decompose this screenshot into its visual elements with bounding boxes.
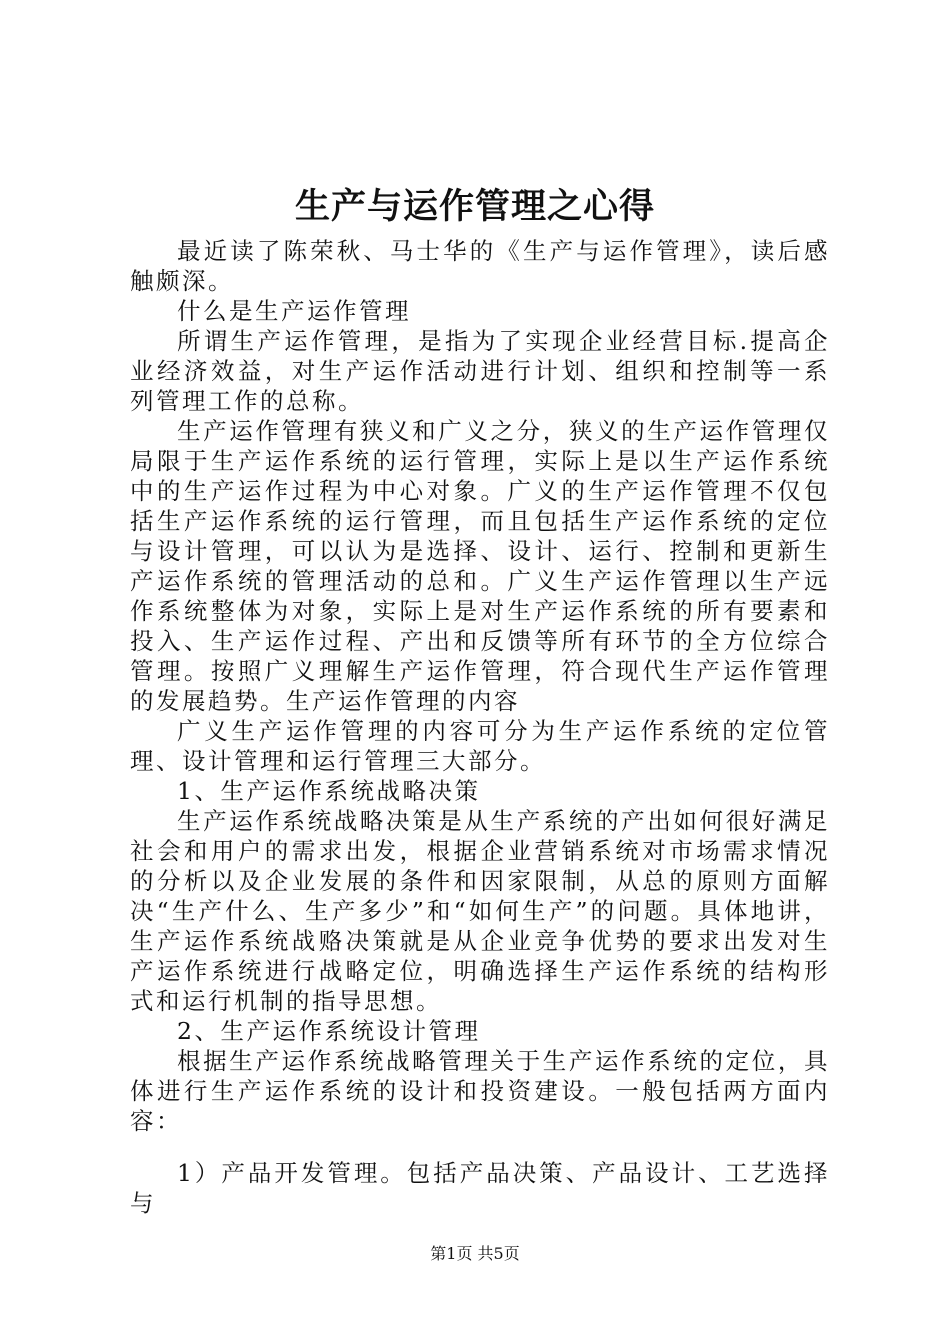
document-title: 生产与运作管理之心得 (294, 187, 655, 227)
paragraph: 生产运作管理有狭义和广义之分，狭义的生产运作管理仅局限于生产运作系统的运行管理，实际上是以生产运作系统中的生产运作过程为中心对象。广义的生产运作管理不仅包括生产运作系统的运行管理，而且包括生产运作系统的定位与设计管理，可以认为是选择、设计、运行、控制和更新生产运作系统的管理活动的总和。广义生产运作管理以生产远作系统整体为对象，实际上是对生产运作系统的所有要素和投入、生产运作过程、产出和反馈等所有环节的全方位综合管理。按照广义理解生产运作管理，符合现代生产运作管理的发展趋势。生产运作管理的内容 (130, 417, 830, 715)
page-footer: 第1页 共5页 (430, 1244, 520, 1263)
document-body (130, 236, 830, 1218)
paragraph: 最近读了陈荣秋、马士华的《生产与运作管理》，读后感触颇深。 (130, 237, 830, 295)
paragraph: 生产运作系统战略决策是从生产系统的产出如何很好满足社会和用户的需求出发，根据企业营销系统对市场需求情况的分析以及企业发展的条件和因家限制，从总的原则方面解决“生产什么、生产多少”和“如何生产”的问题。具体地讲，生产运作系统战赂决策就是从企业竞争优势的要求出发对生产运作系统进行战略定位，明确选择生产运作系统的结构形式和运行机制的指导思想。 (130, 807, 830, 1015)
paragraph: 1）产品开发管理。包括产品决策、产品设计、工艺选择与 (130, 1159, 830, 1217)
paragraph: 所谓生产运作管理，是指为了实现企业经营目标.提高企业经济效益，对生产运作活动进行计划、组织和控制等一系列管理工作的总称。 (130, 327, 830, 415)
section-heading: 什么是生产运作管理 (177, 297, 411, 325)
section-heading: 2、生产运作系统设计管理 (177, 1017, 481, 1045)
paragraph: 根据生产运作系统战略管理关于生产运作系统的定位，具体进行生产运作系统的设计和投资建设。一般包括两方面内容： (130, 1047, 830, 1135)
section-heading: 1、生产运作系统战略决策 (177, 777, 481, 805)
paragraph: 广义生产运作管理的内容可分为生产运作系统的定位管理、设计管理和运行管理三大部分。 (130, 717, 830, 775)
